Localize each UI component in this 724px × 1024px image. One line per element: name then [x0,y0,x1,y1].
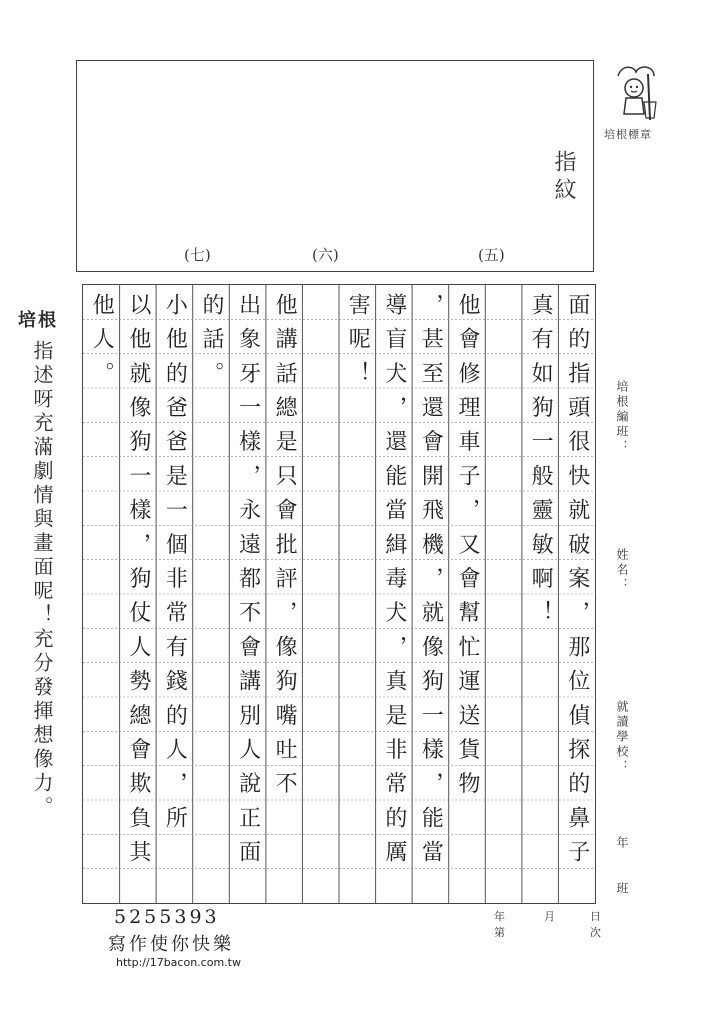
essay-column: 的話。 [199,293,224,396]
panel-label-6: (六) [312,246,339,264]
class-field-label: 培根編班： [615,380,629,455]
writing-grid [82,284,596,904]
badge-label: 培根標章 [604,128,652,141]
footer-slogan: 寫作使你快樂 [108,934,234,955]
illustration-box [76,60,594,272]
school-field-label: 就讀學校： [615,700,629,775]
date-year-label: 年 [494,910,505,923]
essay-column [306,293,336,901]
name-field-label: 姓名： [615,548,629,593]
essay-column: 他講話總是只會批評，像狗嘴吐不 [272,293,298,806]
essay-column: 害呢！ [345,293,371,396]
comment-label: 培根 [18,310,58,331]
ordinal-suffix-label: 次 [590,926,601,939]
essay-column: 他人。 [89,293,115,396]
essay-column: 出象牙一樣，永遠都不會講別人說正面 [235,293,261,875]
bacon-mascot-icon [612,62,660,122]
essay-column: 以他就像狗一樣，狗仗人勢總會欺負其 [125,293,151,875]
panel-label-7: (七) [184,246,211,264]
essay-column: 他會修理車子，又會幫忙運送貨物 [455,293,480,806]
date-day-label: 日 [590,910,601,923]
essay-column: 小他的爸爸是一個非常有錢的人，所 [162,293,188,841]
fingerprint-label: 指紋 [551,150,576,206]
essay-column: 面的指頭很快就破案，那位偵探的鼻子 [564,293,590,875]
ordinal-prefix-label: 第 [494,926,505,939]
essay-column: 真有如狗一般靈敏啊！ [528,293,554,635]
footer-url: http://17bacon.com.tw [116,956,241,969]
essay-column [489,293,519,901]
teacher-comment: 指述呀充滿劇情與畫面呢！充分發揮想像力。 [30,340,54,820]
essay-column: 導盲犬，還能當緝毒犬，真是非常的厲 [381,293,407,875]
footer-code: 5255393 [114,906,220,928]
date-month-label: 月 [544,910,555,923]
essay-column: ，甚至還會開飛機，就像狗一樣，能當 [418,293,444,875]
panel-label-5: (五) [478,246,505,264]
grade-field-label: 年 班 [615,836,629,904]
